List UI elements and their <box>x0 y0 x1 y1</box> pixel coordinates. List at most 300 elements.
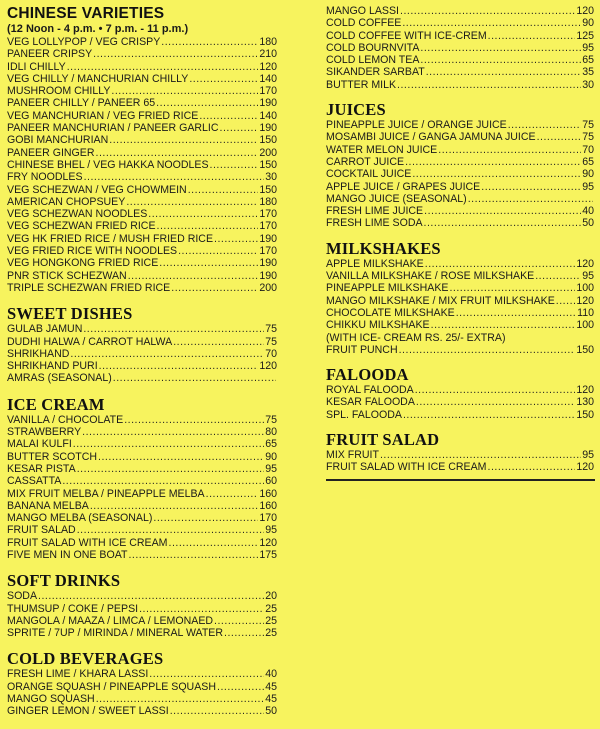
dot-leader <box>149 668 264 680</box>
item-name: MANGO JUICE (SEASONAL) <box>326 192 467 205</box>
dot-leader <box>139 603 264 615</box>
dot-leader <box>189 73 258 85</box>
dot-leader <box>397 79 581 91</box>
menu-item <box>326 270 594 282</box>
item-price: 65 <box>582 155 594 168</box>
item-name: MIX FRUIT <box>326 449 379 462</box>
divider-line <box>326 479 595 481</box>
item-name: PANEER CHILLY / PANEER 65 <box>7 97 156 110</box>
dot-leader <box>431 319 576 331</box>
item-price: 210 <box>259 48 277 61</box>
item-price: 30 <box>582 78 594 91</box>
menu-item <box>326 307 594 319</box>
item-name: TRIPLE SCHEZWAN FRIED RICE <box>7 281 171 294</box>
menu-item <box>326 17 594 29</box>
dot-leader <box>113 372 276 384</box>
section-title: SWEET DISHES <box>7 304 133 324</box>
item-name: ROYAL FALOODA <box>326 384 414 397</box>
item-name: CARROT JUICE <box>326 155 405 168</box>
item-price: 70 <box>582 143 594 156</box>
left-column <box>7 0 277 729</box>
section-fruit-salad <box>326 431 594 474</box>
item-price: 190 <box>259 122 277 135</box>
menu-item <box>7 512 277 524</box>
menu-item <box>7 426 277 438</box>
item-price: 120 <box>259 60 277 73</box>
dot-leader <box>96 693 264 705</box>
item-name: MUSHROOM CHILLY <box>7 85 111 98</box>
dot-leader <box>214 233 258 245</box>
item-price: 100 <box>576 282 594 295</box>
section-title: COLD BEVERAGES <box>7 649 164 669</box>
service-hours: (12 Noon - 4 p.m. • 7 p.m. - 11 p.m.) <box>7 23 189 35</box>
dot-leader <box>405 156 581 168</box>
item-name: SPRITE / 7UP / MIRINDA / MINERAL WATER <box>7 627 224 640</box>
item-name: COLD BOURNVITA <box>326 41 420 54</box>
item-name: GINGER LEMON / SWEET LASSI <box>7 705 169 718</box>
dot-leader <box>98 451 264 463</box>
dot-leader <box>178 245 258 257</box>
dot-leader <box>402 17 581 29</box>
item-name: VEG SCHEZWAN FRIED RICE <box>7 220 156 233</box>
menu-item <box>7 360 277 372</box>
menu-item <box>7 196 277 208</box>
menu-item <box>326 344 594 356</box>
menu-item <box>7 257 277 269</box>
item-price: 25 <box>265 627 277 640</box>
item-name: COLD LEMON TEA <box>326 54 420 67</box>
item-name: ORANGE SQUASH / PINEAPPLE SQUASH <box>7 680 216 693</box>
section-chinese-varieties <box>7 5 277 294</box>
item-name: VANILLA MILKSHAKE / ROSE MILKSHAKE <box>326 270 535 283</box>
item-price: 150 <box>259 183 277 196</box>
dot-leader <box>214 615 264 627</box>
item-price: 35 <box>582 66 594 79</box>
menu-item <box>7 488 277 500</box>
menu-item <box>326 384 594 396</box>
item-price: 190 <box>259 269 277 282</box>
menu-item <box>7 475 277 487</box>
item-name: CHINESE BHEL / VEG HAKKA NOODLES <box>7 158 209 171</box>
item-price: 40 <box>582 205 594 218</box>
ice-cream-extra-note: (WITH ICE- CREAM RS. 25/- EXTRA) <box>326 331 506 344</box>
item-price: 95 <box>582 180 594 193</box>
dot-leader <box>170 705 265 717</box>
menu-item <box>7 524 277 536</box>
item-price: 70 <box>265 347 277 360</box>
item-price: 45 <box>265 680 277 693</box>
item-price: 65 <box>582 54 594 67</box>
item-price: 65 <box>265 438 277 451</box>
item-name: PANEER MANCHURIAN / PANEER GARLIC <box>7 122 219 135</box>
item-price: 125 <box>576 29 594 42</box>
dot-leader <box>415 384 576 396</box>
item-name: BANANA MELBA <box>7 499 89 512</box>
item-name: CHOCOLATE MILKSHAKE <box>326 306 455 319</box>
item-name: FRUIT SALAD WITH ICE CREAM <box>7 536 168 549</box>
item-name: FRUIT SALAD <box>7 524 76 537</box>
section-cold-beverages <box>7 650 277 717</box>
item-name: VEG HK FRIED RICE / MUSH FRIED RICE <box>7 232 214 245</box>
dot-leader <box>83 323 264 335</box>
item-name: VEG LOLLYPOP / VEG CRISPY <box>7 36 161 48</box>
menu-item <box>326 449 594 461</box>
item-price: 175 <box>259 548 277 561</box>
menu-item <box>7 134 277 146</box>
item-name: COLD COFFEE WITH ICE-CREM <box>326 29 487 42</box>
item-price: 170 <box>259 208 277 221</box>
item-name: MANGO LASSI <box>326 5 399 17</box>
item-price: 150 <box>576 343 594 356</box>
dot-leader <box>535 270 581 282</box>
item-name: FRESH LIME SODA <box>326 217 423 230</box>
menu-item <box>7 668 277 680</box>
dot-leader <box>380 449 581 461</box>
item-price: 140 <box>259 109 277 122</box>
dot-leader <box>62 475 264 487</box>
section-milkshakes <box>326 240 594 356</box>
item-name: STRAWBERRY <box>7 426 82 439</box>
item-name: BUTTER MILK <box>326 78 397 91</box>
dot-leader <box>556 295 576 307</box>
item-name: MANGO SQUASH <box>7 693 95 706</box>
section-title: CHINESE VARIETIES <box>7 5 165 22</box>
menu-item <box>326 319 594 331</box>
section-title: JUICES <box>326 100 386 120</box>
menu-item <box>7 171 277 183</box>
dot-leader <box>206 488 259 500</box>
menu-item <box>7 61 277 73</box>
item-price: 100 <box>576 319 594 332</box>
item-name: FRUIT PUNCH <box>326 343 398 356</box>
item-name: SODA <box>7 590 38 603</box>
item-price: 120 <box>259 536 277 549</box>
item-name: AMRAS (SEASONAL) <box>7 372 112 385</box>
item-name: IDLI CHILLY <box>7 60 66 73</box>
item-price: 170 <box>259 220 277 233</box>
dot-leader <box>109 134 258 146</box>
dot-leader <box>403 409 575 421</box>
section-ice-cream <box>7 396 277 562</box>
dot-leader <box>161 36 258 48</box>
item-name: FRUIT SALAD WITH ICE CREAM <box>326 461 487 474</box>
menu-item <box>7 627 277 639</box>
menu-item <box>7 36 277 48</box>
dot-leader <box>468 193 593 205</box>
menu-item <box>7 336 277 348</box>
menu-item <box>7 348 277 360</box>
right-column <box>326 0 594 484</box>
item-name: MOSAMBI JUICE / GANGA JAMUNA JUICE <box>326 131 536 144</box>
menu-item <box>7 438 277 450</box>
menu-item <box>326 409 594 421</box>
menu-item <box>326 119 594 131</box>
item-name: MALAI KULFI <box>7 438 72 451</box>
dot-leader <box>128 270 259 282</box>
dot-leader <box>537 131 582 143</box>
item-price: 75 <box>582 119 594 132</box>
item-price: 75 <box>265 323 277 336</box>
menu-item <box>7 451 277 463</box>
item-price: 75 <box>582 131 594 144</box>
menu-item <box>7 549 277 561</box>
item-name: SHRIKHAND <box>7 347 70 360</box>
menu-item <box>326 5 594 17</box>
item-price: 20 <box>265 590 277 603</box>
item-name: GULAB JAMUN <box>7 323 83 336</box>
item-price: 150 <box>259 134 277 147</box>
dot-leader <box>220 122 259 134</box>
dot-leader <box>488 30 576 42</box>
item-price: 60 <box>265 475 277 488</box>
menu-item <box>326 66 594 78</box>
item-price: 120 <box>576 5 594 17</box>
item-name: THUMSUP / COKE / PEPSI <box>7 602 139 615</box>
item-name: VANILLA / CHOCOLATE <box>7 413 124 426</box>
dot-leader <box>412 168 581 180</box>
menu-item <box>326 54 594 66</box>
item-name: SPL. FALOODA <box>326 408 402 421</box>
dot-leader <box>224 627 264 639</box>
dot-leader <box>99 360 259 372</box>
menu-item <box>7 85 277 97</box>
item-price: 90 <box>582 168 594 181</box>
item-price: 120 <box>576 384 594 397</box>
item-price: 130 <box>576 396 594 409</box>
item-name: KESAR FALOODA <box>326 396 415 409</box>
dot-leader <box>420 42 581 54</box>
item-price: 200 <box>259 146 277 159</box>
item-name: PANEER CRIPSY <box>7 48 93 61</box>
item-price: 120 <box>576 461 594 474</box>
menu-item <box>326 461 594 473</box>
menu-item <box>326 131 594 143</box>
item-name: WATER MELON JUICE <box>326 143 438 156</box>
item-price: 120 <box>259 360 277 373</box>
menu-item <box>326 295 594 307</box>
item-name: KESAR PISTA <box>7 462 76 475</box>
dot-leader <box>84 171 265 183</box>
menu-item <box>7 233 277 245</box>
dot-leader <box>128 549 258 561</box>
item-price: 90 <box>265 450 277 463</box>
menu-item <box>7 159 277 171</box>
item-price: 75 <box>265 413 277 426</box>
menu-item <box>7 603 277 615</box>
dot-leader <box>173 336 264 348</box>
item-name: BUTTER SCOTCH <box>7 450 98 463</box>
menu-item <box>326 79 594 91</box>
item-name: VEG SCHEZWAN / VEG CHOWMEIN <box>7 183 187 196</box>
dot-leader <box>171 282 258 294</box>
item-price: 95 <box>582 270 594 283</box>
menu-item <box>326 156 594 168</box>
item-name: DUDHI HALWA / CARROT HALWA <box>7 335 173 348</box>
dot-leader <box>420 54 581 66</box>
menu-item <box>7 245 277 257</box>
dot-leader <box>481 181 581 193</box>
item-price: 160 <box>259 487 277 500</box>
item-price: 120 <box>576 294 594 307</box>
item-name: PINEAPPLE JUICE / ORANGE JUICE <box>326 119 507 132</box>
menu-item <box>7 372 277 384</box>
dot-leader <box>159 257 258 269</box>
menu-item <box>7 615 277 627</box>
item-name: SHRIKHAND PURI <box>7 360 98 373</box>
item-name: PNR STICK SCHEZWAN <box>7 269 127 282</box>
item-price: 110 <box>577 306 594 319</box>
item-name: CHIKKU MILKSHAKE <box>326 319 430 332</box>
item-price: 25 <box>265 614 277 627</box>
dot-leader <box>449 282 575 294</box>
dot-leader <box>399 344 576 356</box>
menu-item <box>7 282 277 294</box>
item-price: 30 <box>265 171 277 184</box>
item-price: 200 <box>259 281 277 294</box>
item-name: CASSATTA <box>7 475 62 488</box>
item-name: VEG SCHEZWAN NOODLES <box>7 208 148 221</box>
item-name: FRESH LIME / KHARA LASSI <box>7 668 149 681</box>
menu-item <box>7 147 277 159</box>
menu-item <box>326 396 594 408</box>
item-price: 95 <box>265 524 277 537</box>
item-price: 170 <box>259 85 277 98</box>
item-price: 50 <box>582 217 594 230</box>
item-price: 80 <box>265 426 277 439</box>
section-falooda <box>326 366 594 421</box>
menu-item <box>7 110 277 122</box>
menu-item <box>326 193 594 205</box>
menu-item <box>7 208 277 220</box>
item-price: 90 <box>582 17 594 30</box>
section-soft-drinks <box>7 572 277 639</box>
item-price: 170 <box>259 245 277 258</box>
dot-leader <box>67 61 259 73</box>
dot-leader <box>424 205 581 217</box>
dot-leader <box>438 144 581 156</box>
section-title: ICE CREAM <box>7 394 105 414</box>
item-price: 180 <box>259 36 277 48</box>
item-name: COCKTAIL JUICE <box>326 168 412 181</box>
section-title: SOFT DRINKS <box>7 571 121 591</box>
item-price: 190 <box>259 257 277 270</box>
item-name: APPLE MILKSHAKE <box>326 257 424 270</box>
item-price: 95 <box>582 41 594 54</box>
dot-leader <box>157 220 259 232</box>
dot-leader <box>424 217 582 229</box>
item-price: 150 <box>576 408 594 421</box>
dot-leader <box>217 681 264 693</box>
item-price: 40 <box>265 668 277 681</box>
menu-item <box>326 144 594 156</box>
menu-item <box>7 323 277 335</box>
item-name: GOBI MANCHURIAN <box>7 134 109 147</box>
dot-leader <box>82 426 264 438</box>
menu-item <box>7 537 277 549</box>
item-price: 190 <box>259 97 277 110</box>
menu-item <box>7 500 277 512</box>
item-name: VEG FRIED RICE WITH NOODLES <box>7 245 178 258</box>
menu-item <box>7 590 277 602</box>
item-price: 190 <box>259 232 277 245</box>
item-name: FRESH LIME JUICE <box>326 205 424 218</box>
menu-item <box>7 463 277 475</box>
item-name: APPLE JUICE / GRAPES JUICE <box>326 180 481 193</box>
menu-item <box>7 73 277 85</box>
item-price: 120 <box>576 257 594 270</box>
dot-leader <box>73 438 264 450</box>
menu-item <box>7 48 277 60</box>
menu-item <box>326 42 594 54</box>
menu-item <box>326 181 594 193</box>
dot-leader <box>77 463 265 475</box>
menu-item <box>7 414 277 426</box>
dot-leader <box>425 258 576 270</box>
dot-leader <box>156 97 258 109</box>
item-price: 180 <box>259 195 277 208</box>
dot-leader <box>77 524 265 536</box>
item-name: COLD COFFEE <box>326 17 402 30</box>
item-price: 95 <box>582 449 594 462</box>
menu-item <box>7 97 277 109</box>
item-price: 45 <box>265 693 277 706</box>
item-price: 95 <box>265 462 277 475</box>
menu-item <box>7 270 277 282</box>
dot-leader <box>90 500 258 512</box>
item-price: 150 <box>259 158 277 171</box>
item-name: AMERICAN CHOPSUEY <box>7 195 126 208</box>
item-price: 50 <box>265 705 277 718</box>
menu-item <box>326 282 594 294</box>
item-name: MANGOLA / MAAZA / LIMCA / LEMONAED <box>7 614 214 627</box>
dot-leader <box>400 5 575 17</box>
dot-leader <box>169 537 259 549</box>
menu-item <box>7 705 277 717</box>
menu-item <box>326 168 594 180</box>
item-name: FRY NOODLES <box>7 171 83 184</box>
dot-leader <box>416 396 575 408</box>
dot-leader <box>456 307 576 319</box>
menu-item <box>7 122 277 134</box>
dot-leader <box>126 196 258 208</box>
item-price: 170 <box>259 512 277 525</box>
item-name: SIKANDER SARBAT <box>326 66 425 79</box>
menu-item <box>7 184 277 196</box>
dot-leader <box>188 184 259 196</box>
item-name: VEG HONGKONG FRIED RICE <box>7 257 159 270</box>
dot-leader <box>124 414 264 426</box>
menu-item <box>326 205 594 217</box>
item-name: PINEAPPLE MILKSHAKE <box>326 282 449 295</box>
section-title: FRUIT SALAD <box>326 430 440 450</box>
menu-item <box>7 693 277 705</box>
dot-leader <box>488 461 576 473</box>
dot-leader <box>210 159 259 171</box>
item-price: 140 <box>259 72 277 85</box>
item-name: VEG CHILLY / MANCHURIAN CHILLY <box>7 72 189 85</box>
item-name: PANEER GINGER <box>7 146 95 159</box>
item-price: 160 <box>259 499 277 512</box>
item-name: MANGO MELBA (SEASONAL) <box>7 512 153 525</box>
dot-leader <box>199 110 258 122</box>
dot-leader <box>508 119 581 131</box>
item-name: VEG MANCHURIAN / VEG FRIED RICE <box>7 109 199 122</box>
item-price: 25 <box>265 602 277 615</box>
section-sweet-dishes <box>7 305 277 384</box>
item-name: FIVE MEN IN ONE BOAT <box>7 548 128 561</box>
dot-leader <box>153 512 258 524</box>
dot-leader <box>93 48 258 60</box>
